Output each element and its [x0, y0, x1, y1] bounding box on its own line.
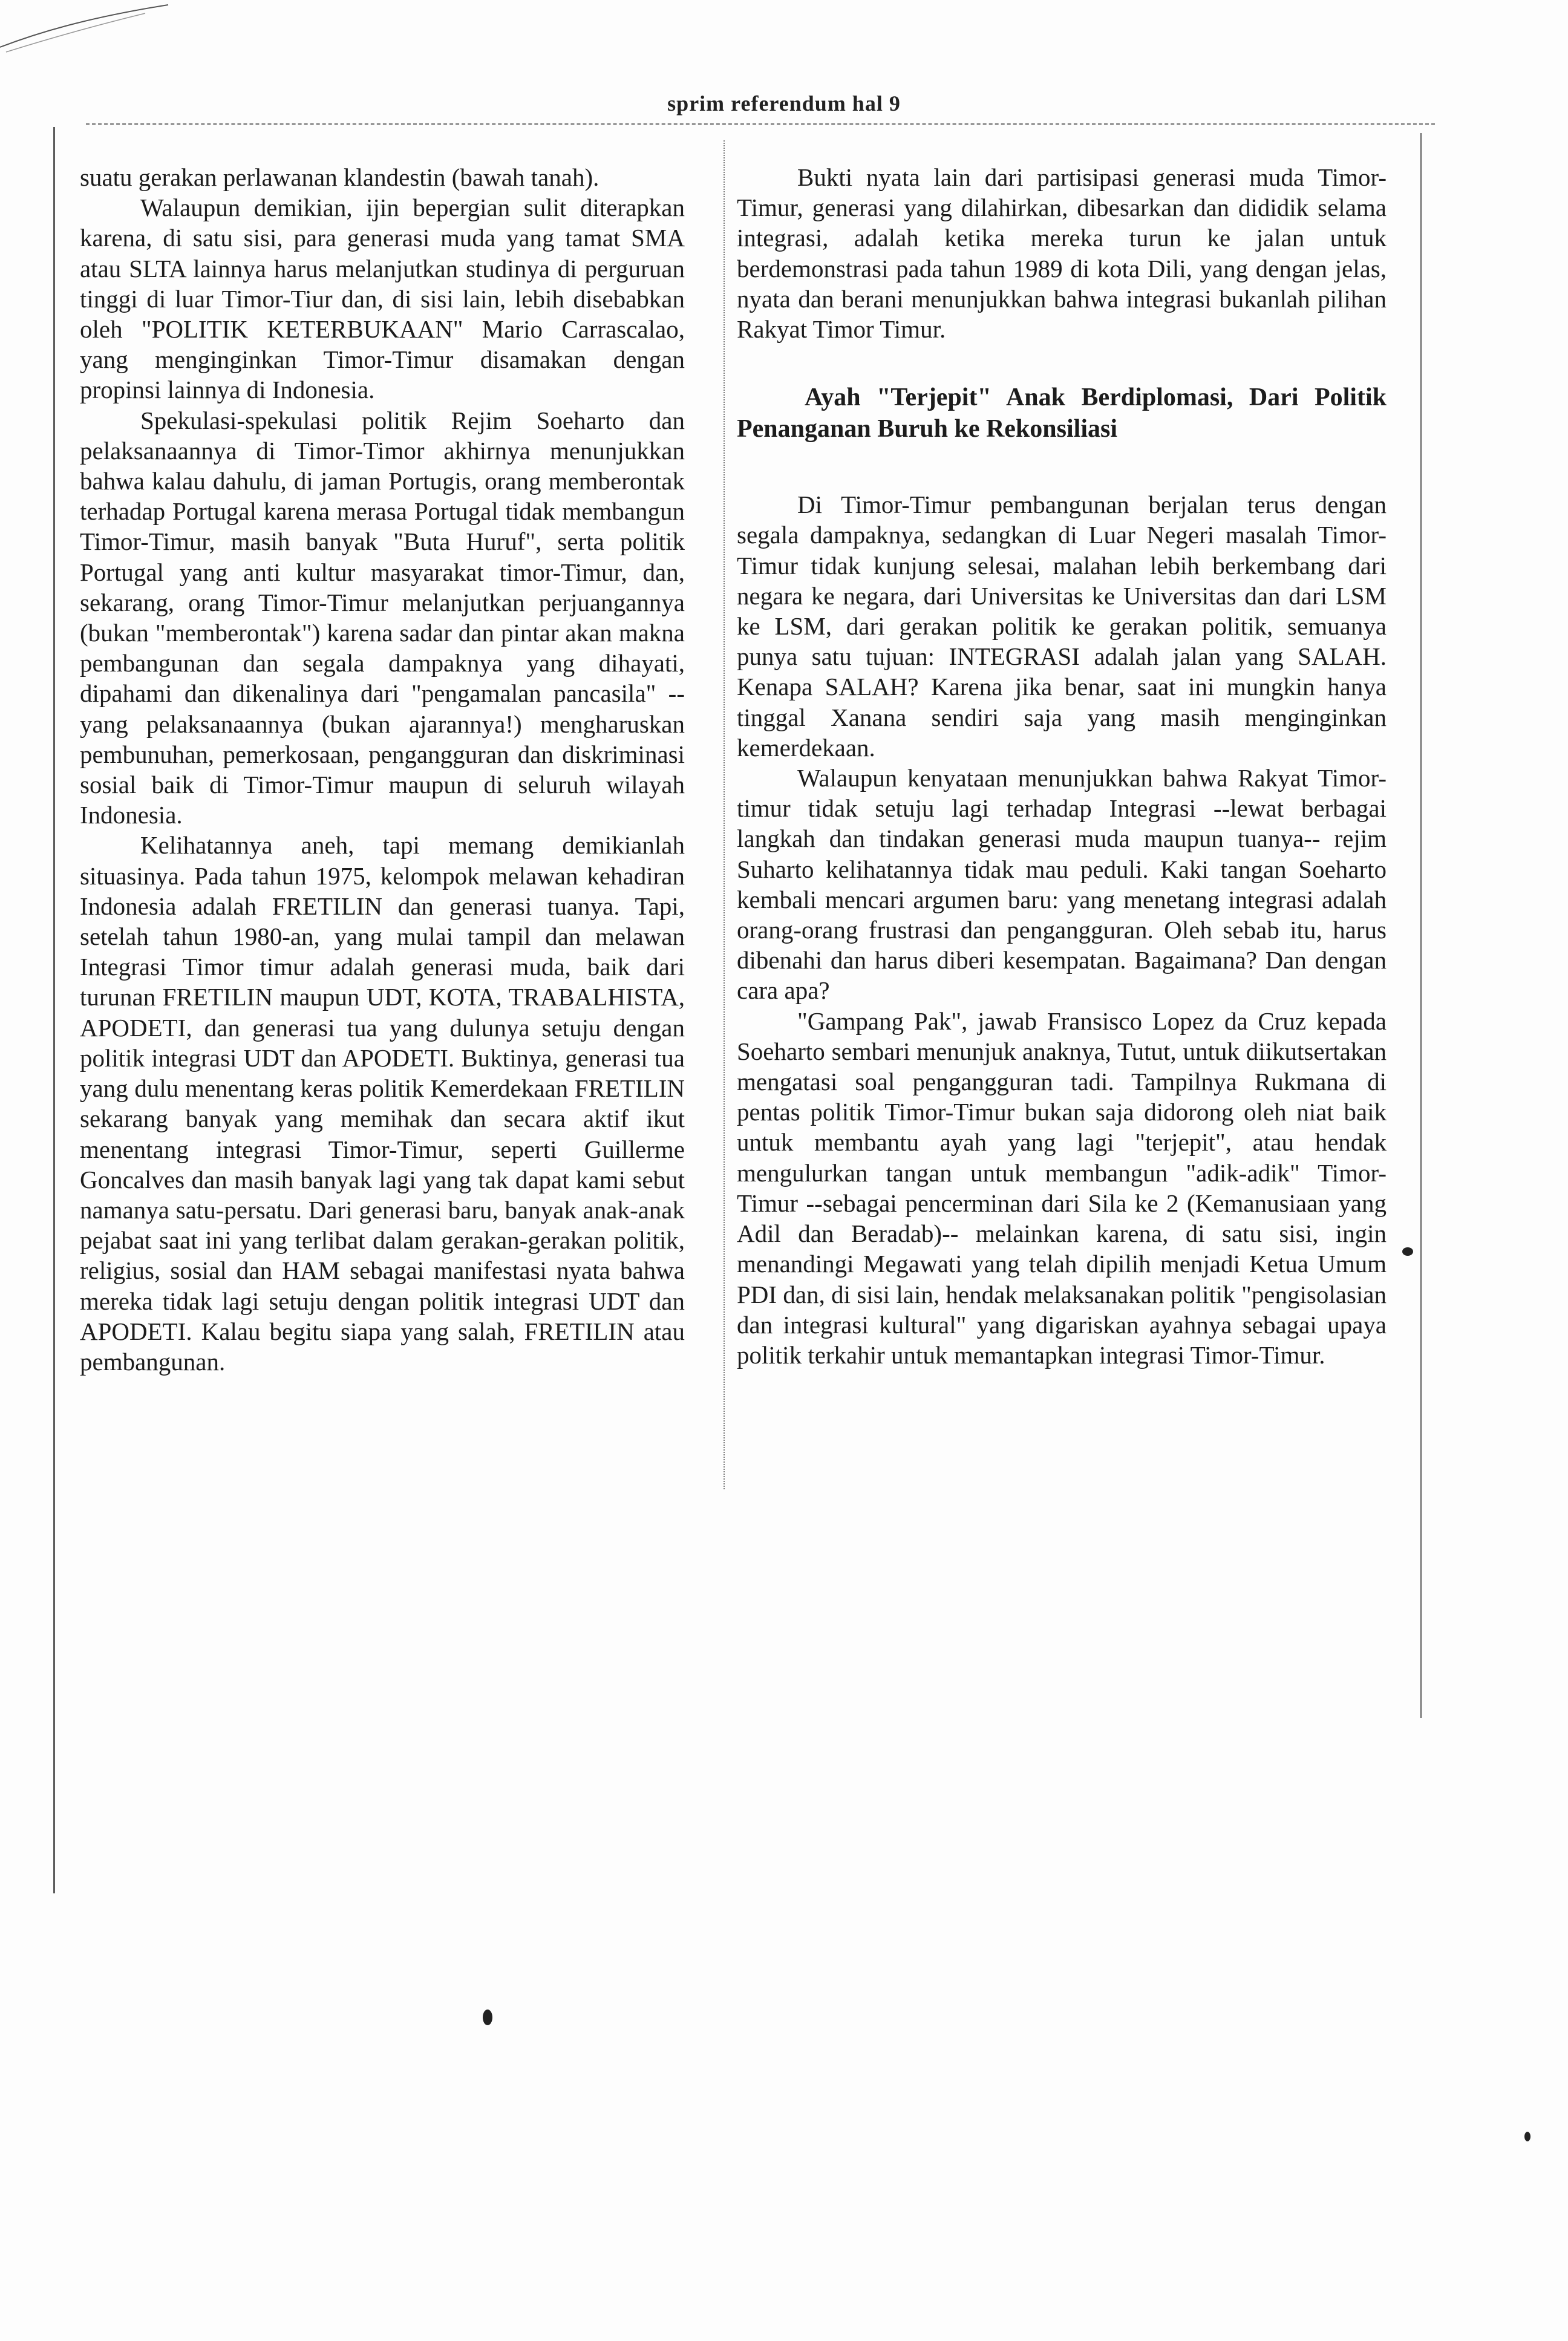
- left-paragraph-2: Walaupun demikian, ijin bepergian sulit diterapkan karena, di satu sisi, para generasi muda yang tamat SMA atau SLTA lainnya harus melanjutkan studinya di perguruan tinggi di luar Timor-Tiur dan, di sisi lain, lebih disebabkan oleh "POLITIK KETERBUKAAN" Mario Carrascalao, yang menginginkan Timor-Timur disamakan dengan propinsi lainnya di Indonesia.: [80, 194, 685, 404]
- left-paragraph-4: Kelihatannya aneh, tapi memang demikianlah situasinya. Pada tahun 1975, kelompok melawan kehadiran Indonesia adalah FRETILIN dan generasi tuanya. Tapi, setelah tahun 1980-an, yang mulai tampil dan melawan Integrasi Timor timur adalah generasi muda, baik dari turunan FRETILIN maupun UDT, KOTA, TRABALHISTA, APODETI, dan generasi tua yang dulunya setuju dengan politik integrasi UDT dan APODETI. Buktinya, generasi tua yang dulu menentang keras politik Kemerdekaan FRETILIN sekarang banyak yang memihak dan secara aktif ikut menentang integrasi Timor-Timur, seperti Guillerme Goncalves dan masih banyak lagi yang tak dapat kami sebut namanya satu-persatu. Dari generasi baru, banyak anak-anak pejabat saat ini yang terlibat dalam gerakan-gerakan politik, religius, sosial dan HAM sebagai manifestasi nyata bahwa mereka tidak lagi setuju dengan politik integrasi UDT dan APODETI. Kalau begitu siapa yang salah, FRETILIN atau pembangunan.: [80, 831, 685, 1376]
- section-heading: Ayah "Terjepit" Anak Berdiplomasi, Dari Politik Penanganan Buruh ke Rekonsiliasi: [737, 384, 1387, 443]
- right-paragraph-intro: Bukti nyata lain dari partisipasi generasi muda Timor-Timur, generasi yang dilahirkan, dibesarkan dan dididik selama integrasi, adalah ketika mereka turun ke jalan untuk berdemonstrasi pada tahun 1989 di kota Dili, yang dengan jelas, nyata dan berani menunjukkan bahwa integrasi bukanlah pilihan Rakyat Timor Timur.: [737, 163, 1387, 344]
- scan-right-border: [1420, 133, 1422, 1718]
- scan-corner-mark: [0, 0, 169, 54]
- scan-left-border: [53, 127, 55, 1893]
- left-column: [80, 162, 685, 1377]
- right-paragraph-3: "Gampang Pak", jawab Fransisco Lopez da Cruz kepada Soeharto sembari menunjuk anaknya, Tutut, untuk diikutsertakan mengatasi soal pengangguran tadi. Tampilnya Rukmana di pentas politik Timor-Timur bukan saja didorong oleh niat baik untuk membantu ayah yang lagi "terjepit", atau hendak mengulurkan tangan untuk membangun "adik-adik" Timor-Timur --sebagai pencerminan dari Sila ke 2 (Kemanusiaan yang Adil dan Beradab)-- melainkan karena, di satu sisi, ingin menandingi Megawati yang telah dipilih menjadi Ketua Umum PDI dan, di sisi lain, hendak melaksanakan politik "pengisolasian dan integrasi kultural" yang digariskan ayahnya sebagai upaya politik terkahir untuk memantapkan integrasi Timor-Timur.: [737, 1007, 1387, 1369]
- right-paragraph-1: Di Timor-Timur pembangunan berjalan terus dengan segala dampaknya, sedangkan di Luar Negeri masalah Timor-Timur tidak kunjung selesai, malahan lebih berkembang dari negara ke negara, dari Universitas ke Universitas dan dari LSM ke LSM, dari gerakan politik ke gerakan politik, semuanya punya satu tujuan: INTEGRASI adalah jalan yang SALAH. Kenapa SALAH? Karena jika benar, saat ini mungkin hanya tinggal Xanana sendiri saja yang masih menginginkan kemerdekaan.: [737, 491, 1387, 762]
- left-paragraph-3: Spekulasi-spekulasi politik Rejim Soeharto dan pelaksanaannya di Timor-Timor akhirnya menunjukkan bahwa kalau dahulu, di jaman Portugis, orang memberontak terhadap Portugal karena merasa Portugal tidak membangun Timor-Timur, masih banyak "Buta Huruf", serta politik Portugal yang anti kultur masyarakat timor-Timur, dan, sekarang, orang Timor-Timur melanjutkan perjuangannya (bukan "memberontak") karena sadar dan pintar akan makna pembangunan dan segala dampaknya yang dihayati, dipahami dan dikenalinya dari "pengamalan pancasila" --yang pelaksanaannya (bukan ajarannya!) mengharuskan pembunuhan, pemerkosaan, pengangguran dan diskriminasi sosial baik di Timor-Timur maupun di seluruh wilayah Indonesia.: [80, 406, 685, 829]
- running-header: sprim referendum hal 9: [667, 91, 901, 116]
- scan-speck-right: [1402, 1247, 1413, 1256]
- right-paragraph-2: Walaupun kenyataan menunjukkan bahwa Rakyat Timor-timur tidak setuju lagi terhadap Integrasi --lewat berbagai langkah dan tindakan generasi muda maupun tuanya-- rejim Suharto kelihatannya tidak mau peduli. Kaki tangan Soeharto kembali mencari argumen baru: yang menetang integrasi adalah orang-orang frustrasi dan pengangguran. Oleh sebab itu, harus dibenahi dan harus diberi kesempatan. Bagaimana? Dan dengan cara apa?: [737, 764, 1387, 1005]
- scan-speck-bottom: [483, 2010, 492, 2025]
- column-divider: [724, 140, 725, 1489]
- scan-top-rule: [86, 123, 1435, 125]
- right-column: [737, 162, 1387, 1370]
- scan-speck-margin: [1524, 2132, 1530, 2141]
- left-paragraph-1: suatu gerakan perlawanan klandestin (bawah tanah).: [80, 163, 599, 191]
